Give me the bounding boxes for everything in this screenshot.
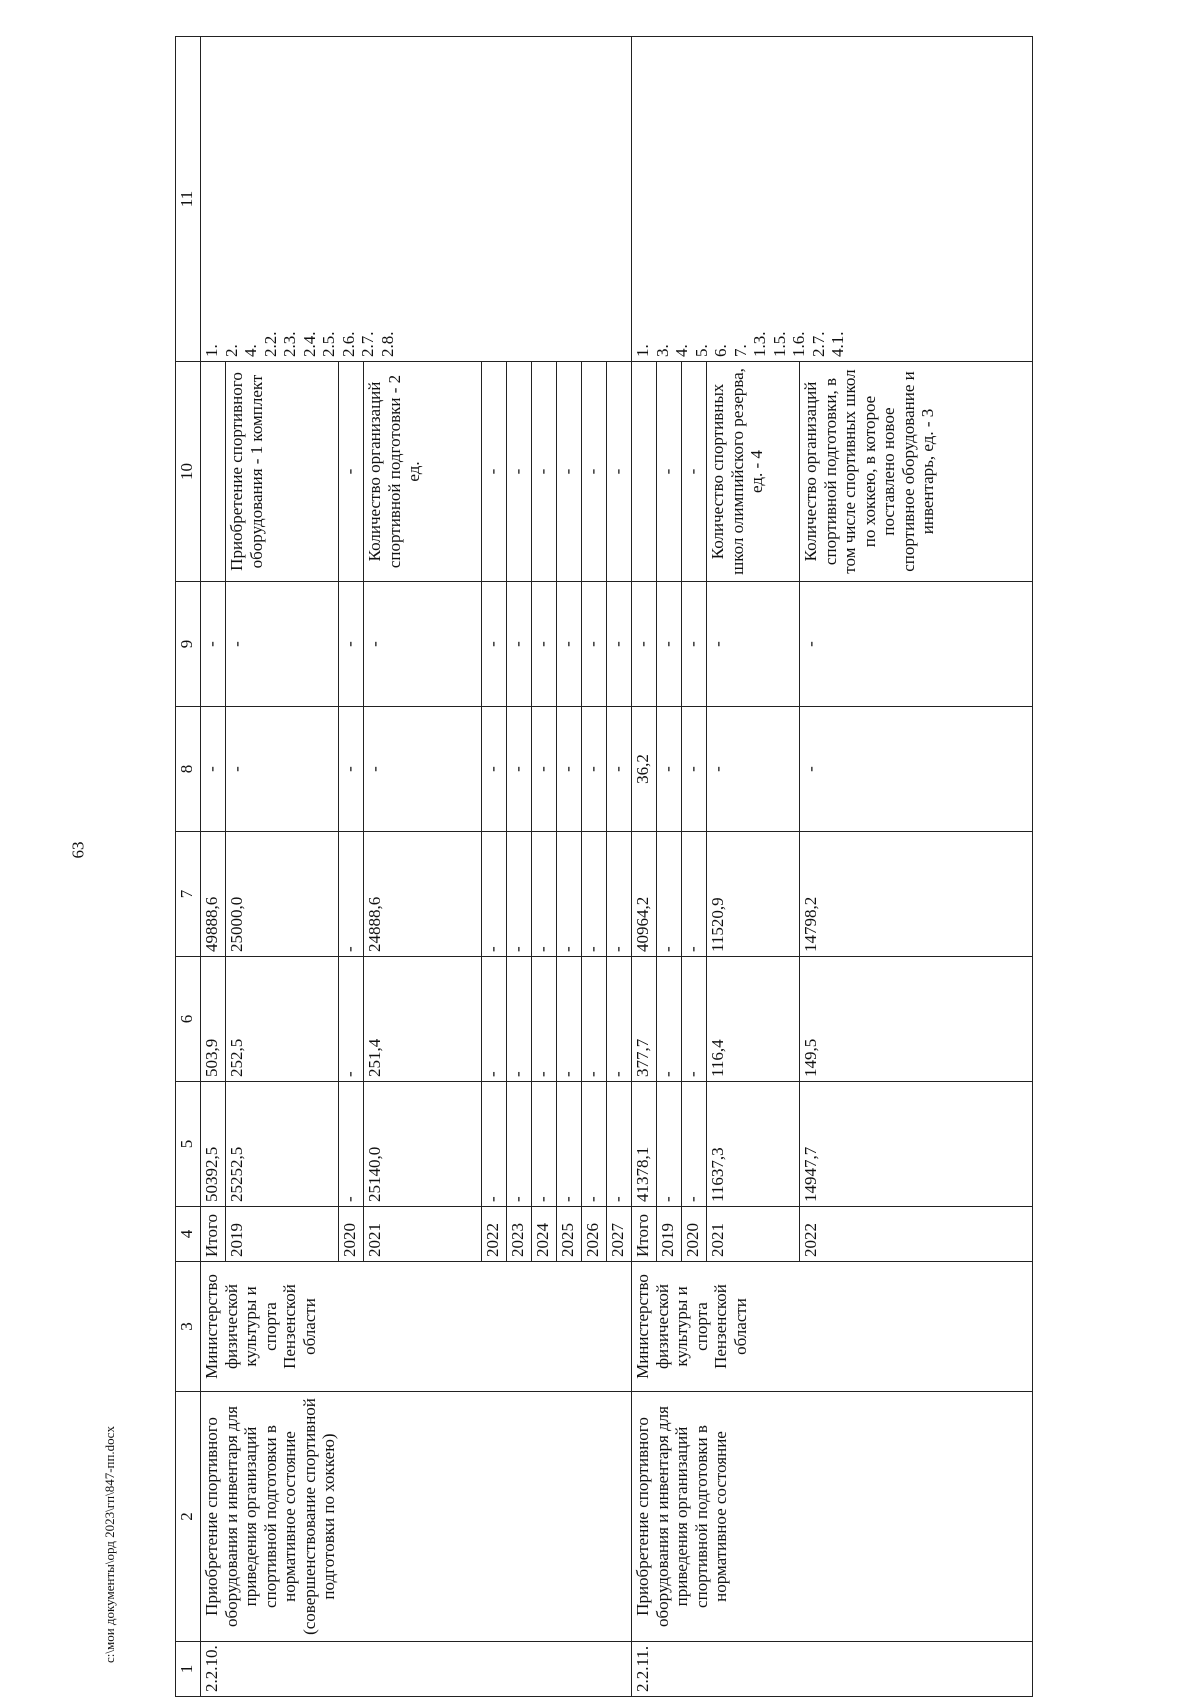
year-cell: 2019	[226, 1207, 339, 1262]
table-row	[201, 37, 226, 1697]
value-cell-c8: 36,2	[632, 707, 657, 832]
value-cell-c8: -	[226, 707, 339, 832]
value-cell-c6: -	[607, 957, 632, 1082]
year-cell: Итого	[632, 1207, 657, 1262]
value-cell-c8: -	[482, 707, 507, 832]
indicator-item: 2.2.	[260, 331, 280, 357]
value-cell-c9: -	[482, 582, 507, 707]
value-cell-c8: -	[582, 707, 607, 832]
value-cell-c8: -	[657, 707, 682, 832]
row-number: 2.2.10.	[201, 1642, 632, 1697]
value-cell-c10: Количество организаций спортивной подготовки, в том числе спортивных школ по хоккею, в которое поставлено новое спортивное оборудование и инвентарь, ед. - 3	[800, 362, 1033, 582]
value-cell-c5: -	[482, 1082, 507, 1207]
value-cell-c9: -	[339, 582, 364, 707]
indicator-item: 5.	[691, 344, 711, 357]
value-cell-c7: 25000,0	[226, 832, 339, 957]
value-cell-c10: Приобретение спортивного оборудования - 1 комплект	[226, 362, 339, 582]
value-cell-c10: -	[339, 362, 364, 582]
value-cell-c8: -	[800, 707, 1033, 832]
indicator-item: 2.7.	[808, 331, 828, 357]
value-cell-c7: 24888,6	[364, 832, 482, 957]
indicator-item: 2.5.	[319, 331, 339, 357]
executor-name: Министерство физической культуры и спорта Пензенской области	[201, 1262, 632, 1392]
value-cell-c6: -	[682, 957, 707, 1082]
column-number-header-row	[176, 37, 201, 1697]
year-cell: Итого	[201, 1207, 226, 1262]
table-row	[632, 37, 657, 1697]
value-cell-c7: -	[557, 832, 582, 957]
value-cell-c7: -	[682, 832, 707, 957]
indicator-item: 2.7.	[358, 331, 378, 357]
column-header-2: 2	[176, 1392, 201, 1642]
value-cell-c5: 25140,0	[364, 1082, 482, 1207]
indicator-item: 2.4.	[299, 331, 319, 357]
value-cell-c7: 40964,2	[632, 832, 657, 957]
value-cell-c5: 41378,1	[632, 1082, 657, 1207]
value-cell-c5: 14947,7	[800, 1082, 1033, 1207]
value-cell-c6: -	[557, 957, 582, 1082]
value-cell-c8: -	[557, 707, 582, 832]
value-cell-c9: -	[632, 582, 657, 707]
column-header-6: 6	[176, 957, 201, 1082]
year-cell: 2019	[657, 1207, 682, 1262]
indicator-list	[201, 37, 632, 362]
value-cell-c5: -	[507, 1082, 532, 1207]
value-cell-c5: -	[682, 1082, 707, 1207]
value-cell-c8: -	[339, 707, 364, 832]
value-cell-c9: -	[364, 582, 482, 707]
value-cell-c6: 252,5	[226, 957, 339, 1082]
value-cell-c10: -	[607, 362, 632, 582]
column-header-11: 11	[176, 37, 201, 362]
value-cell-c10	[201, 362, 226, 582]
indicator-item: 3.	[652, 344, 672, 357]
indicator-item: 4.	[241, 344, 261, 357]
year-cell: 2022	[800, 1207, 1033, 1262]
value-cell-c10: -	[532, 362, 557, 582]
executor-name: Министерство физической культуры и спорта Пензенской области	[632, 1262, 1033, 1392]
value-cell-c7: -	[532, 832, 557, 957]
value-cell-c6: -	[532, 957, 557, 1082]
indicator-item: 1.3.	[750, 331, 770, 357]
year-cell: 2023	[507, 1207, 532, 1262]
value-cell-c5: -	[607, 1082, 632, 1207]
value-cell-c10: -	[557, 362, 582, 582]
value-cell-c7: 11520,9	[707, 832, 800, 957]
value-cell-c7: -	[507, 832, 532, 957]
value-cell-c9: -	[226, 582, 339, 707]
value-cell-c5: -	[582, 1082, 607, 1207]
value-cell-c5: 50392,5	[201, 1082, 226, 1207]
column-header-3: 3	[176, 1262, 201, 1392]
year-cell: 2020	[339, 1207, 364, 1262]
value-cell-c7: -	[482, 832, 507, 957]
column-header-1: 1	[176, 1642, 201, 1697]
value-cell-c8: -	[364, 707, 482, 832]
column-header-8: 8	[176, 707, 201, 832]
indicator-item: 2.	[221, 344, 241, 357]
value-cell-c9: -	[557, 582, 582, 707]
value-cell-c5: -	[339, 1082, 364, 1207]
indicator-item: 1.5.	[769, 331, 789, 357]
value-cell-c9: -	[682, 582, 707, 707]
value-cell-c10: -	[657, 362, 682, 582]
value-cell-c8: -	[607, 707, 632, 832]
value-cell-c9: -	[582, 582, 607, 707]
indicator-list	[632, 37, 1033, 362]
value-cell-c7: 14798,2	[800, 832, 1033, 957]
value-cell-c6: 251,4	[364, 957, 482, 1082]
indicator-item: 2.6.	[338, 331, 358, 357]
value-cell-c6: -	[482, 957, 507, 1082]
value-cell-c6: -	[657, 957, 682, 1082]
indicator-item: 4.	[672, 344, 692, 357]
program-table-container	[175, 37, 1105, 1697]
indicator-item: 7.	[730, 344, 750, 357]
value-cell-c7: 49888,6	[201, 832, 226, 957]
value-cell-c8: -	[201, 707, 226, 832]
value-cell-c7: -	[607, 832, 632, 957]
value-cell-c7: -	[582, 832, 607, 957]
value-cell-c9: -	[657, 582, 682, 707]
column-header-10: 10	[176, 362, 201, 582]
value-cell-c5: 11637,3	[707, 1082, 800, 1207]
value-cell-c10	[632, 362, 657, 582]
page-number: 63	[68, 841, 88, 859]
indicator-item: 1.6.	[789, 331, 809, 357]
value-cell-c10: -	[682, 362, 707, 582]
column-header-7: 7	[176, 832, 201, 957]
year-cell: 2025	[557, 1207, 582, 1262]
value-cell-c5: -	[657, 1082, 682, 1207]
value-cell-c5: 25252,5	[226, 1082, 339, 1207]
value-cell-c10: Количество спортивных школ олимпийского резерва, ед. - 4	[707, 362, 800, 582]
footer-file-path: c:\мои документы\орд 2023\гп\847-пп.docx	[102, 1426, 117, 1663]
table-body	[201, 37, 1033, 1697]
program-table	[175, 36, 1033, 1697]
year-cell: 2021	[364, 1207, 482, 1262]
value-cell-c5: -	[532, 1082, 557, 1207]
value-cell-c10: -	[507, 362, 532, 582]
value-cell-c6: 503,9	[201, 957, 226, 1082]
value-cell-c10: -	[482, 362, 507, 582]
value-cell-c9: -	[507, 582, 532, 707]
value-cell-c10: Количество организаций спортивной подготовки - 2 ед.	[364, 362, 482, 582]
value-cell-c8: -	[682, 707, 707, 832]
value-cell-c9: -	[607, 582, 632, 707]
value-cell-c6: 116,4	[707, 957, 800, 1082]
value-cell-c6: -	[507, 957, 532, 1082]
year-cell: 2027	[607, 1207, 632, 1262]
activity-name: Приобретение спортивного оборудования и инвентаря для приведения организаций спортивной подготовки в нормативное состояние	[632, 1392, 1033, 1642]
value-cell-c6: -	[339, 957, 364, 1082]
value-cell-c9: -	[800, 582, 1033, 707]
value-cell-c10: -	[582, 362, 607, 582]
indicator-item: 4.1.	[828, 331, 848, 357]
column-header-5: 5	[176, 1082, 201, 1207]
value-cell-c6: 377,7	[632, 957, 657, 1082]
value-cell-c5: -	[557, 1082, 582, 1207]
row-number: 2.2.11.	[632, 1642, 1033, 1697]
column-header-4: 4	[176, 1207, 201, 1262]
value-cell-c6: -	[582, 957, 607, 1082]
indicator-item: 1.	[202, 344, 221, 357]
value-cell-c8: -	[532, 707, 557, 832]
column-header-9: 9	[176, 582, 201, 707]
value-cell-c7: -	[339, 832, 364, 957]
indicator-item: 2.8.	[377, 331, 397, 357]
indicator-item: 1.	[633, 344, 652, 357]
value-cell-c8: -	[707, 707, 800, 832]
year-cell: 2024	[532, 1207, 557, 1262]
value-cell-c9: -	[201, 582, 226, 707]
year-cell: 2026	[582, 1207, 607, 1262]
indicator-item: 2.3.	[280, 331, 300, 357]
value-cell-c6: 149,5	[800, 957, 1033, 1082]
indicator-item: 6.	[711, 344, 731, 357]
year-cell: 2021	[707, 1207, 800, 1262]
value-cell-c9: -	[532, 582, 557, 707]
value-cell-c9: -	[707, 582, 800, 707]
year-cell: 2022	[482, 1207, 507, 1262]
year-cell: 2020	[682, 1207, 707, 1262]
value-cell-c7: -	[657, 832, 682, 957]
activity-name: Приобретение спортивного оборудования и инвентаря для приведения организаций спортивной подготовки в нормативное состояние (совершенствование спортивной подготовки по хоккею)	[201, 1392, 632, 1642]
value-cell-c8: -	[507, 707, 532, 832]
